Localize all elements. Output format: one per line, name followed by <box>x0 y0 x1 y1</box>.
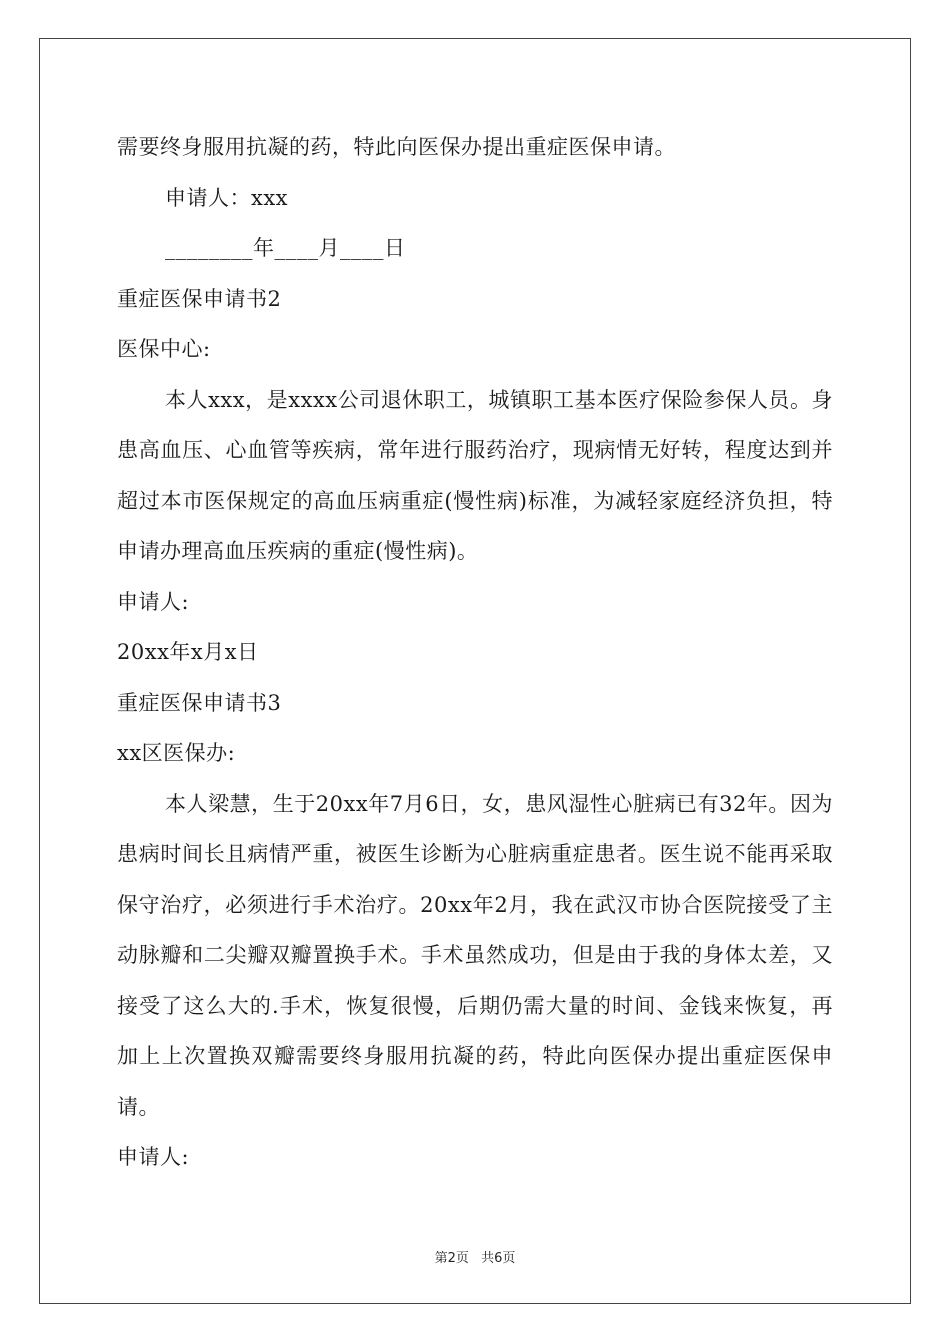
applicant-line: 申请人：xxx <box>165 185 289 210</box>
applicant-line: 申请人: <box>117 589 190 614</box>
page-number: 第2页 <box>434 1251 469 1266</box>
page-total: 共6页 <box>481 1251 516 1266</box>
text-line: 需要终身服用抗凝的药，特此向医保办提出重症医保申请。 <box>117 135 676 159</box>
page-footer <box>0 1247 950 1266</box>
addressee: 医保中心: <box>117 337 211 361</box>
section-title: 重症医保申请书2 <box>117 286 282 311</box>
body-paragraph: 本人梁慧，生于20xx年7月6日，女，患风湿性心脏病已有32年。因为患病时间长且病情严重，被医生诊断为心脏病重症患者。医生说不能再采取保守治疗，必须进行手术治疗。20xx年2月，我在武汉市协合医院接受了主动脉瓣和二尖瓣双瓣置换手术。手术虽然成功，但是由于我的身体太差，又接受了这么大的.手术，恢复很慢，后期仍需大量的时间、金钱来恢复，再加上上次置换双瓣需要终身服用抗凝的药，特此向医保办提出重症医保申请。 <box>117 791 833 1119</box>
section-title: 重症医保申请书3 <box>117 690 282 715</box>
date-line: 20xx年x月x日 <box>117 640 259 664</box>
addressee: xx区医保办: <box>117 741 236 765</box>
applicant-line: 申请人: <box>117 1145 190 1169</box>
document-body <box>117 122 833 1183</box>
body-paragraph: 本人xxx，是xxxx公司退休职工，城镇职工基本医疗保险参保人员。身患高血压、心血管等疾病，常年进行服药治疗，现病情无好转，程度达到并超过本市医保规定的高血压病重症(慢性病)标准，为减轻家庭经济负担，特申请办理高血压疾病的重症(慢性病)。 <box>117 387 833 563</box>
date-line: ________年____月____日 <box>165 236 406 260</box>
